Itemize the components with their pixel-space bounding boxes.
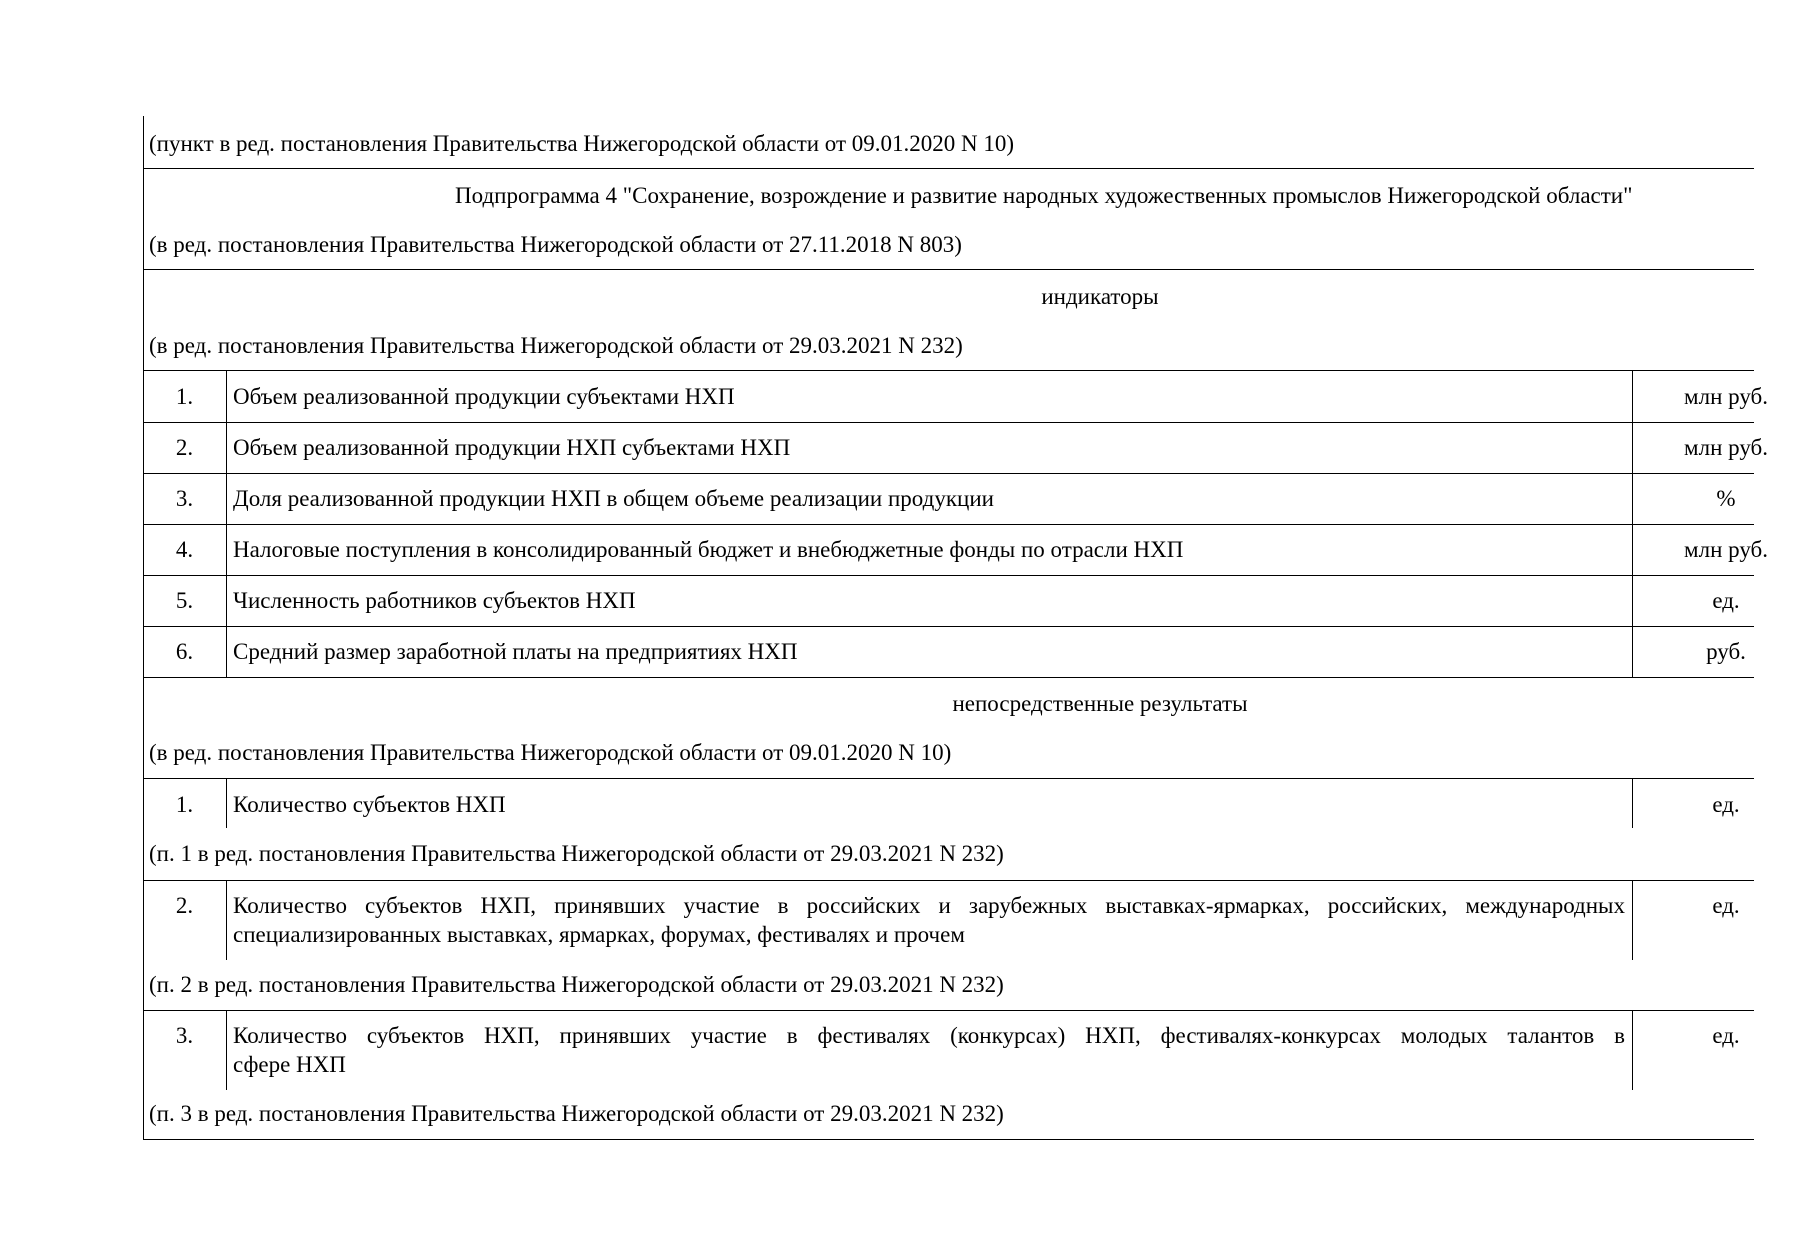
subprogram-amendment-note: (в ред. постановления Правительства Нижегородской области от 27.11.2018 N 803) bbox=[149, 232, 962, 257]
result-number: 1. bbox=[175, 792, 194, 817]
result-amendment-note: (п. 1 в ред. постановления Правительства Нижегородской области от 29.03.2021 N 232) bbox=[149, 841, 1004, 866]
indicator-name: Средний размер заработной платы на предприятиях НХП bbox=[233, 639, 798, 664]
row-divider bbox=[143, 778, 1754, 779]
column-divider bbox=[1632, 370, 1633, 677]
indicator-name: Объем реализованной продукции НХП субъектами НХП bbox=[233, 435, 791, 460]
indicators-amendment-note: (в ред. постановления Правительства Нижегородской области от 29.03.2021 N 232) bbox=[149, 333, 963, 358]
indicator-unit: руб. bbox=[1706, 639, 1746, 664]
indicator-unit: ед. bbox=[1712, 588, 1740, 613]
column-divider bbox=[226, 1010, 227, 1090]
indicator-name: Доля реализованной продукции НХП в общем объеме реализации продукции bbox=[233, 486, 994, 511]
row-divider bbox=[143, 370, 1754, 371]
column-divider bbox=[1632, 778, 1633, 828]
indicators-heading: индикаторы bbox=[1041, 284, 1159, 309]
column-divider bbox=[226, 778, 227, 828]
indicator-number: 1. bbox=[175, 384, 194, 409]
table-bottom-border bbox=[143, 1139, 1754, 1140]
row-divider bbox=[143, 473, 1754, 474]
result-amendment-note: (п. 2 в ред. постановления Правительства Нижегородской области от 29.03.2021 N 232) bbox=[149, 972, 1004, 997]
indicator-unit: % bbox=[1716, 486, 1736, 511]
indicator-name: Налоговые поступления в консолидированный бюджет и внебюджетные фонды по отрасли НХП bbox=[233, 537, 1184, 562]
result-name: Количество субъектов НХП bbox=[233, 792, 506, 817]
result-number: 2. bbox=[175, 893, 194, 918]
row-divider bbox=[143, 269, 1754, 270]
result-unit: ед. bbox=[1712, 893, 1740, 918]
indicator-number: 3. bbox=[175, 486, 194, 511]
column-divider bbox=[1632, 1010, 1633, 1090]
row-divider bbox=[143, 1010, 1754, 1011]
row-divider bbox=[143, 575, 1754, 576]
result-name-line: сфере НХП bbox=[233, 1052, 346, 1077]
row-divider bbox=[143, 422, 1754, 423]
column-divider bbox=[226, 880, 227, 960]
column-divider bbox=[1632, 880, 1633, 960]
amendment-note-top: (пункт в ред. постановления Правительства Нижегородской области от 09.01.2020 N 10) bbox=[149, 131, 1015, 156]
indicator-unit: млн руб. bbox=[1684, 537, 1768, 562]
row-divider bbox=[143, 168, 1754, 169]
indicator-number: 4. bbox=[175, 537, 194, 562]
indicator-unit: млн руб. bbox=[1684, 384, 1768, 409]
row-divider bbox=[143, 626, 1754, 627]
column-divider bbox=[226, 370, 227, 677]
row-divider bbox=[143, 880, 1754, 881]
result-amendment-note: (п. 3 в ред. постановления Правительства Нижегородской области от 29.03.2021 N 232) bbox=[149, 1101, 1004, 1126]
row-divider bbox=[143, 677, 1754, 678]
indicator-name: Объем реализованной продукции субъектами НХП bbox=[233, 384, 735, 409]
result-name-line: Количество субъектов НХП, принявших участие в фестивалях (конкурсах) НХП, фестивалях-конкурсах молодых талантов в bbox=[233, 1023, 1625, 1048]
row-divider bbox=[143, 524, 1754, 525]
results-heading: непосредственные результаты bbox=[952, 691, 1248, 716]
result-unit: ед. bbox=[1712, 792, 1740, 817]
result-number: 3. bbox=[175, 1023, 194, 1048]
indicator-number: 2. bbox=[175, 435, 194, 460]
indicator-number: 6. bbox=[175, 639, 194, 664]
subprogram-title: Подпрограмма 4 "Сохранение, возрождение и развитие народных художественных промыслов Нижегородской области" bbox=[455, 183, 1633, 208]
indicator-name: Численность работников субъектов НХП bbox=[233, 588, 636, 613]
result-name-line: специализированных выставках, ярмарках, форумах, фестивалях и прочем bbox=[233, 922, 965, 947]
result-name-line: Количество субъектов НХП, принявших участие в российских и зарубежных выставках-ярмарках, российских, международных bbox=[233, 893, 1625, 918]
results-amendment-note: (в ред. постановления Правительства Нижегородской области от 09.01.2020 N 10) bbox=[149, 740, 952, 765]
indicator-unit: млн руб. bbox=[1684, 435, 1768, 460]
indicator-number: 5. bbox=[175, 588, 194, 613]
result-unit: ед. bbox=[1712, 1023, 1740, 1048]
